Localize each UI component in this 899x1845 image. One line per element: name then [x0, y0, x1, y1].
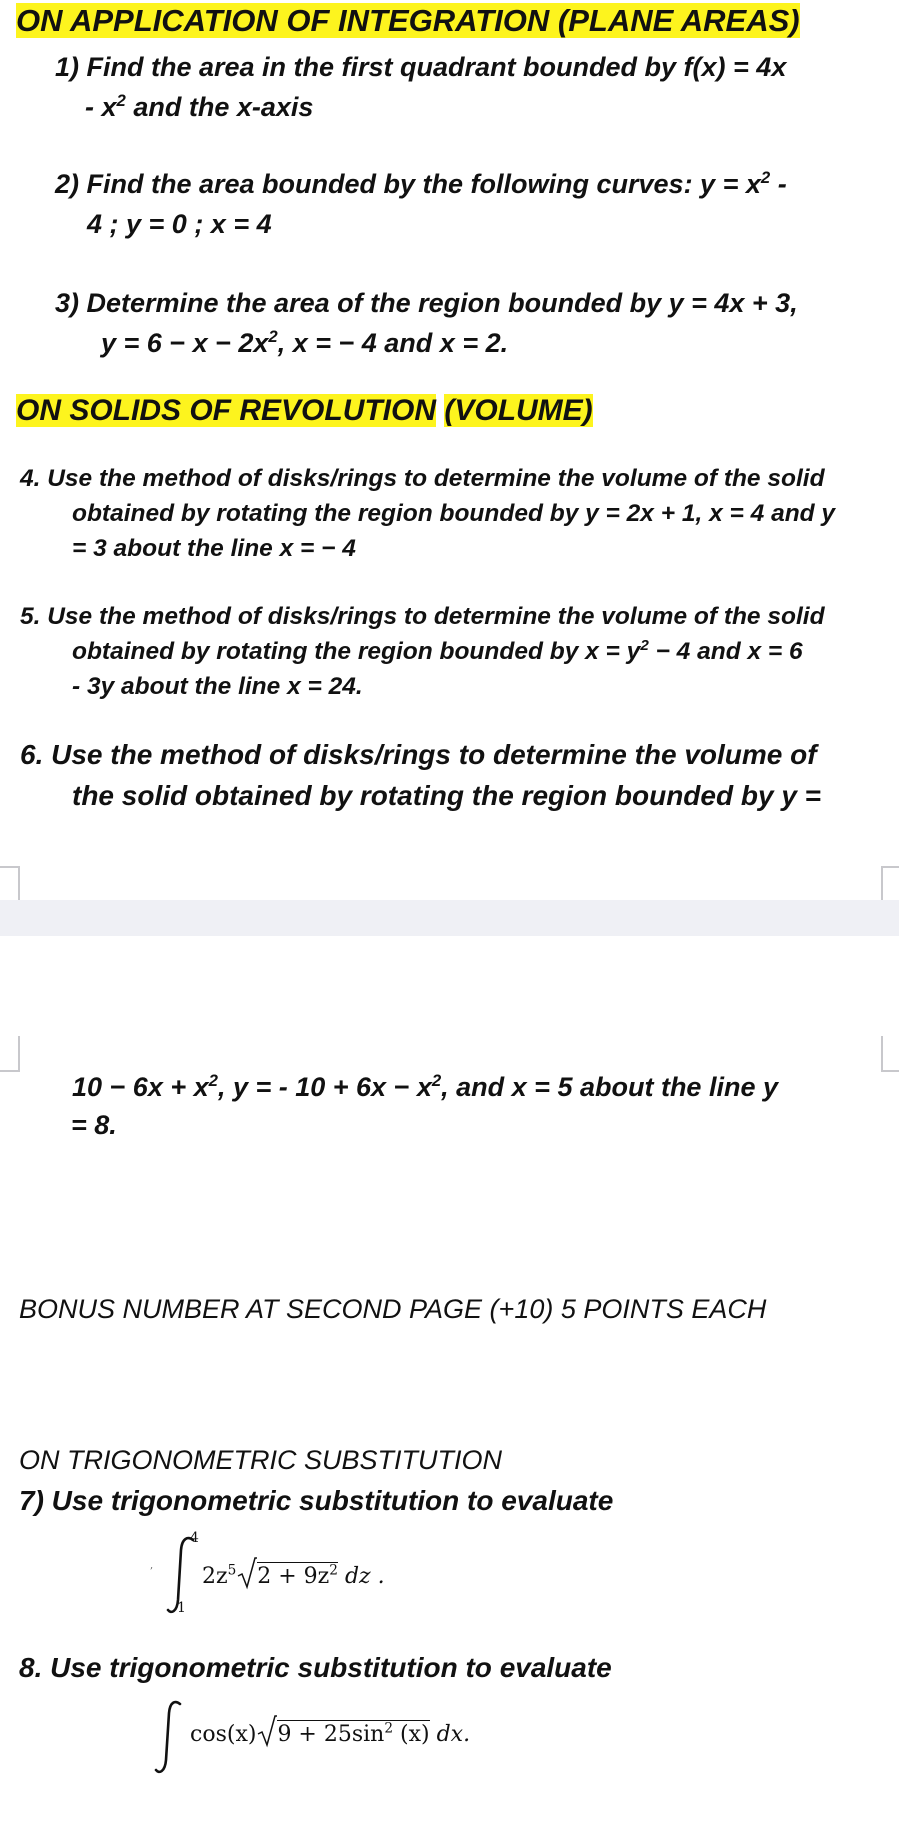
- integral-sign-icon: [154, 1698, 186, 1776]
- problem-6-part-2: [72, 1068, 778, 1144]
- problem-3-line-1: 3) Determine the area of the region bounded by y = 4x + 3,: [55, 288, 798, 318]
- problem-7-text: 7) Use trigonometric substitution to evaluate: [19, 1485, 614, 1516]
- page-1: [0, 0, 899, 900]
- problem-1: [55, 47, 786, 127]
- problem-5: [20, 599, 825, 704]
- bonus-note: BONUS NUMBER AT SECOND PAGE (+10) 5 POINTS EACH: [19, 1294, 767, 1324]
- lower-limit: 1: [177, 1600, 186, 1616]
- integrand: cos(x) $9 + 25\sin^2$ (x) dx.: [190, 1720, 470, 1747]
- problem-6-line-3: $10 - 6x + x^2$, y = - $10 + 6x - x^2$, and x = 5 about the line y: [72, 1071, 778, 1102]
- problem-5-line-2: obtained by rotating the region bounded by $x = y^2 - 4$ and x = 6: [72, 636, 803, 665]
- section-heading-plane-areas: ON APPLICATION OF INTEGRATION (PLANE AREAS): [16, 3, 800, 38]
- page-2: [0, 1036, 899, 1845]
- square-root-icon: [257, 1714, 277, 1748]
- page-corner-mark: [881, 866, 899, 902]
- problem-8-text: 8. Use trigonometric substitution to evaluate: [19, 1652, 612, 1683]
- problem-6-line-2: the solid obtained by rotating the region bounded by y =: [72, 780, 822, 811]
- problem-3-line-2: $y = 6 - x - 2x^2$, x = − 4 and x = 2.: [101, 327, 509, 358]
- problem-5-line-3: - 3y about the line x = 24.: [72, 673, 363, 700]
- problem-6-line-1: 6. Use the method of disks/rings to determine the volume of: [20, 739, 817, 770]
- problem-4-line-1: 4. Use the method of disks/rings to determine the volume of the solid: [20, 465, 825, 492]
- problem-4: [20, 461, 835, 566]
- problem-6-line-4: = 8.: [71, 1110, 117, 1140]
- page-corner-mark: [0, 1036, 20, 1072]
- problem-2-line-2: 4 ; y = 0 ; x = 4: [87, 209, 272, 239]
- problem-8-formula: [150, 1696, 490, 1776]
- problem-4-line-3: = 3 about the line x = − 4: [72, 535, 356, 562]
- problem-6-part-1: [20, 734, 821, 816]
- upper-limit: 4: [190, 1530, 199, 1546]
- problem-7-formula: , 4 1 $2z^5$ $2 + 9z^2$ dz .: [150, 1530, 385, 1616]
- page-separator: [0, 900, 899, 936]
- problem-2-line-1: 2) Find the area bounded by the following curves: $y = x^2$ -: [55, 168, 787, 199]
- problem-2: [55, 164, 787, 244]
- page-corner-mark: [881, 1036, 899, 1072]
- problem-3: [55, 283, 798, 363]
- page-corner-mark: [0, 866, 20, 902]
- integrand: $2z^5$ $2 + 9z^2$ dz .: [202, 1562, 385, 1589]
- problem-5-line-1: 5. Use the method of disks/rings to determine the volume of the solid: [20, 603, 825, 630]
- problem-1-line-2: - $x^2$ and the x-axis: [85, 91, 314, 122]
- section-heading-trig: ON TRIGONOMETRIC SUBSTITUTION: [19, 1445, 502, 1475]
- square-root-icon: [237, 1556, 257, 1590]
- section-heading-solids: ON SOLIDS OF REVOLUTION (VOLUME): [16, 394, 593, 427]
- problem-4-line-2: obtained by rotating the region bounded by y = 2x + 1, x = 4 and y: [72, 500, 836, 527]
- problem-1-line-1: 1) Find the area in the first quadrant bounded by f(x) = 4x: [55, 52, 787, 82]
